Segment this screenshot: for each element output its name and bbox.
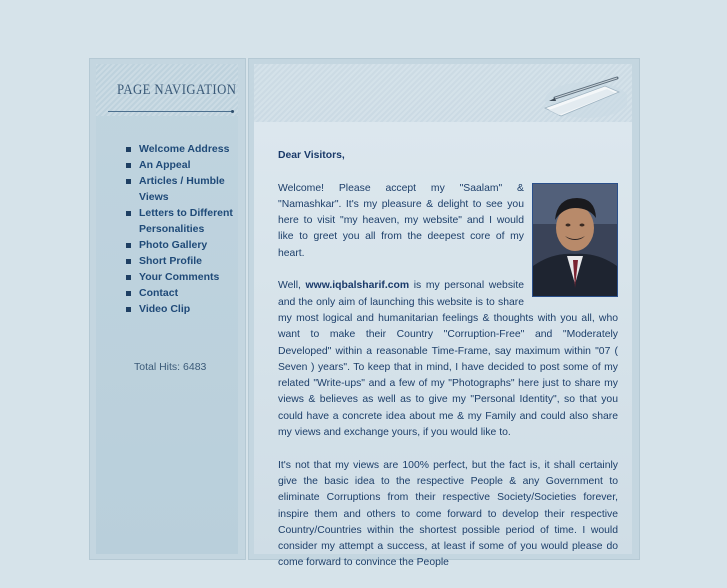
pen-and-paper-icon: [535, 70, 627, 122]
views-paragraph: It's not that my views are 100% perfect, but the fact is, it shall certainly give the basic idea to the respective People & any Government to eliminate Corruptions from their respective Society/Societies forever, inspire them and others to come forward to develop their respective Country/Countries within the shortest possible period of time. I would consider my attempt a success, at least if some of you would please do come forward to convince the People: [278, 459, 618, 569]
greeting-heading: Dear Visitors,: [278, 150, 345, 161]
nav-link-short-profile[interactable]: Short Profile: [139, 255, 203, 267]
bullet-icon: [126, 147, 131, 152]
bullet-icon: [126, 275, 131, 280]
nav-link-your-comments[interactable]: Your Comments: [139, 271, 220, 283]
portrait-image: [533, 184, 617, 296]
nav-item-contact[interactable]: [126, 285, 238, 301]
nav-item-welcome-address[interactable]: [126, 141, 238, 157]
bullet-icon: [126, 291, 131, 296]
bullet-icon: [126, 163, 131, 168]
nav-link-video-clip[interactable]: Video Clip: [139, 303, 191, 315]
nav-item-an-appeal[interactable]: [126, 157, 238, 173]
main-content: [278, 148, 618, 588]
nav-item-photo-gallery[interactable]: [126, 237, 238, 253]
nav-link-articles[interactable]: Articles / Humble Views: [139, 175, 225, 203]
website-link[interactable]: www.iqbalsharif.com: [305, 280, 410, 292]
website-paragraph: [278, 278, 618, 441]
nav-item-letters[interactable]: [126, 205, 238, 237]
welcome-paragraph: Welcome! Please accept my "Saalam" & "Namashkar". It's my pleasure & delight to see you here to visit "my heaven, my website" and I would like to greet you all from the deepest core of my heart.: [278, 182, 524, 259]
website-paragraph-text: is my personal website and the only aim of launching this website is to share my most logical and humanitarian feelings & thoughts with you all, who want to make their Country "Corruption-Free" and "Moderately Developed" within a reasonable Time-Frame, say maximum within "07 ( Seven ) years". To keep that in mind, I have decided to post some of my related "Write-ups" and a few of my "Photographs" here just to share my views & believes as well as to give my "Personal Identity", so that you could have a concrete idea about me & my Family and could also share my views and exchange yours, if you would like to.: [278, 280, 618, 439]
sidebar-title: PAGE NAVIGATION: [117, 82, 237, 98]
bullet-icon: [126, 211, 131, 216]
bullet-icon: [126, 179, 131, 184]
nav-link-photo-gallery[interactable]: Photo Gallery: [139, 239, 208, 251]
profile-photo: [532, 183, 618, 297]
sidebar-title-underline: [108, 111, 234, 112]
sidebar-nav: [126, 141, 238, 317]
nav-link-welcome-address[interactable]: Welcome Address: [139, 143, 230, 155]
nav-item-video-clip[interactable]: [126, 301, 238, 317]
nav-link-an-appeal[interactable]: An Appeal: [139, 159, 191, 171]
nav-link-contact[interactable]: Contact: [139, 287, 179, 299]
nav-item-articles[interactable]: [126, 173, 238, 205]
bullet-icon: [126, 259, 131, 264]
total-hits-counter: Total Hits: 6483: [134, 361, 207, 373]
bullet-icon: [126, 243, 131, 248]
nav-item-short-profile[interactable]: [126, 253, 238, 269]
nav-link-letters[interactable]: Letters to Different Personalities: [139, 207, 233, 235]
bullet-icon: [126, 307, 131, 312]
sidebar-title-underline-dot: [231, 110, 234, 113]
website-intro: Well,: [278, 280, 306, 292]
nav-item-your-comments[interactable]: [126, 269, 238, 285]
